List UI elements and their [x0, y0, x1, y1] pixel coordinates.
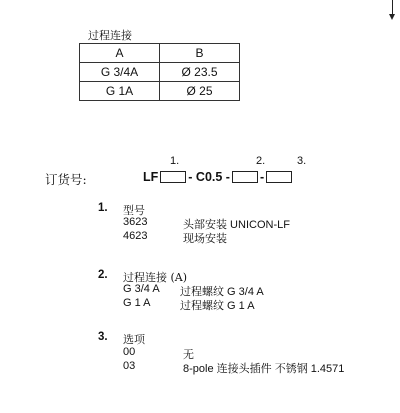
slot-number-1: 1.: [170, 155, 180, 167]
section-number: 2.: [98, 269, 108, 281]
option-desc: 头部安装 UNICON-LF: [183, 219, 290, 231]
header-b: B: [160, 44, 240, 63]
table-cell: G 1A: [80, 82, 160, 101]
slot-box-1: [160, 171, 186, 183]
table-cell: Ø 25: [160, 82, 240, 101]
table-row: [80, 82, 240, 101]
slot-number-2: 2.: [256, 155, 266, 167]
slot-box-3: [266, 171, 292, 183]
option-desc: 8-pole 连接头插件 不锈钢 1.4571: [183, 363, 345, 375]
order-prefix: LF: [143, 170, 159, 184]
order-middle: - C0.5 -: [188, 170, 230, 184]
table-cell: G 3/4A: [80, 63, 160, 82]
option-desc: 过程螺纹 G 1 A: [180, 300, 255, 312]
table-cell: Ø 23.5: [160, 63, 240, 82]
order-dash: -: [259, 170, 265, 184]
option-code: 4623: [123, 230, 148, 242]
header-a: A: [80, 44, 160, 63]
connection-table: [79, 43, 240, 101]
table-caption: 过程连接: [88, 29, 132, 42]
option-desc: 现场安装: [183, 233, 227, 245]
section-number: 3.: [98, 331, 108, 343]
slot-number-3: 3.: [297, 155, 307, 167]
section-number: 1.: [98, 202, 108, 214]
section-title: 过程连接 (A): [123, 271, 188, 284]
order-label: 订货号:: [45, 172, 87, 187]
option-code: G 1 A: [123, 297, 151, 309]
table-header-row: [80, 44, 240, 63]
section-title: 型号: [123, 204, 145, 217]
option-code: 00: [123, 346, 136, 358]
option-desc: 过程螺纹 G 3/4 A: [180, 286, 264, 298]
table-row: [80, 63, 240, 82]
option-code: 03: [123, 360, 136, 372]
section-title: 选项: [123, 333, 145, 346]
order-code: [143, 170, 294, 184]
option-code: G 3/4 A: [123, 283, 160, 295]
option-desc: 无: [183, 349, 194, 361]
slot-box-2: [232, 171, 258, 183]
arrow-down-icon: [389, 14, 395, 20]
option-code: 3623: [123, 216, 148, 228]
